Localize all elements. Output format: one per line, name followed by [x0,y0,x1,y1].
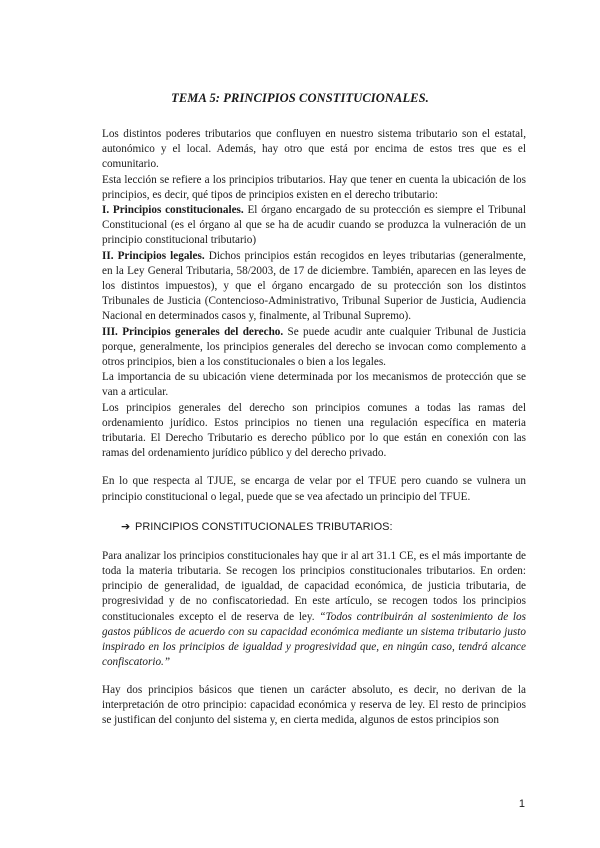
paragraph-principios-generales-derecho: Los principios generales del derecho son principios comunes a todas las ramas del ordenamiento jurídico. Estos principios no tienen una regulación específica en materia tributaria. El Derecho Tributario es derecho público por lo que están en conexión con las ramas del ordenamiento jurídico público y del derecho privado. [102,401,526,460]
paragraph-principios-constitucionales [102,203,526,249]
paragraph-poderes-tributarios: Los distintos poderes tributarios que confluyen en nuestro sistema tributario son el estatal, autonómico y el local. Además, hay otro que está por encima de estos tres que es el comunitario. [102,128,526,171]
section-heading [102,519,526,535]
paragraph-principios-basicos: Hay dos principios básicos que tienen un carácter absoluto, es decir, no derivan de la interpretación de otro principio: capacidad económica y reserva de ley. El resto de principios se justifican del conjunto del sistema y, en cierta medida, algunos de estos principios son [102,683,526,726]
arrow-right-icon: ➔ [121,520,131,533]
text-principios-legales: Dichos principios están recogidos en leyes tributarias (generalmente, en la Ley General Tributaria, 58/2003, de 17 de diciembre. También, aparecen en las leyes de los distintos impuestos), y que el órgano encargado de su protección son los distintos Tribunales de Justicia (Contencioso-Administrativo, Tribunal Superior de Justicia, Audiencia Nacional en determinados casos y, finalmente, al Tribunal Supremo). [102,249,526,323]
heading-principios-legales: II. Principios legales. [102,249,205,262]
paragraph-principios-legales [102,249,526,325]
quote-art-31: “Todos contribuirán al sostenimiento de los gastos públicos de acuerdo con su capacidad económica mediante un sistema tributario justo inspirado en los principios de igualdad y progresividad que, en ningún caso, tendrá alcance confiscatorio.” [102,610,526,669]
heading-principios-constitucionales: I. Principios constitucionales. [102,204,244,217]
paragraph-tjue: En lo que respecta al TJUE, se encarga de velar por el TFUE pero cuando se vulnera un principio constitucional o legal, puede que se vea afectado un principio del TFUE. [102,475,526,503]
text-art-31: Para analizar los principios constitucionales hay que ir al art 31.1 CE, es el más importante de toda la materia tributaria. Se recogen los principios constitucionales tributarios. En orden: principio de generalidad, de igualdad, de capacidad económica, de justicia tributaria, de progresividad y de no confiscatoriedad. En este artículo, se recogen todos los principios constitucionales excepto el de reserva de ley. [102,549,526,623]
paragraph-art-31 [102,549,526,671]
page-number: 1 [518,798,525,810]
paragraph-leccion-principios: Esta lección se refiere a los principios tributarios. Hay que tener en cuenta la ubicación de los principios, es decir, qué tipos de principios existen en el derecho tributario: [102,173,526,201]
paragraph-principios-generales [102,325,526,371]
document-body [102,127,526,728]
paragraph-importancia-ubicacion: La importancia de su ubicación viene determinada por los mecanismos de protección que se van a articular. [102,371,526,399]
heading-principios-generales: III. Principios generales del derecho. [102,325,284,338]
section-heading-label: PRINCIPIOS CONSTITUCIONALES TRIBUTARIOS: [135,520,393,533]
text-principios-constitucionales: El órgano encargado de su protección es siempre el Tribunal Constitucional (es el órgano al que se ha de acudir cuando se produzca la vulneración de un principio constitucional tributario) [102,204,526,247]
text-principios-generales: Se puede acudir ante cualquier Tribunal de Justicia porque, generalmente, los principios generales del derecho se invocan como complemento a otros principios, bien a los constitucionales o bien a los legales. [102,325,526,369]
document-title: TEMA 5: PRINCIPIOS CONSTITUCIONALES. [171,91,429,105]
